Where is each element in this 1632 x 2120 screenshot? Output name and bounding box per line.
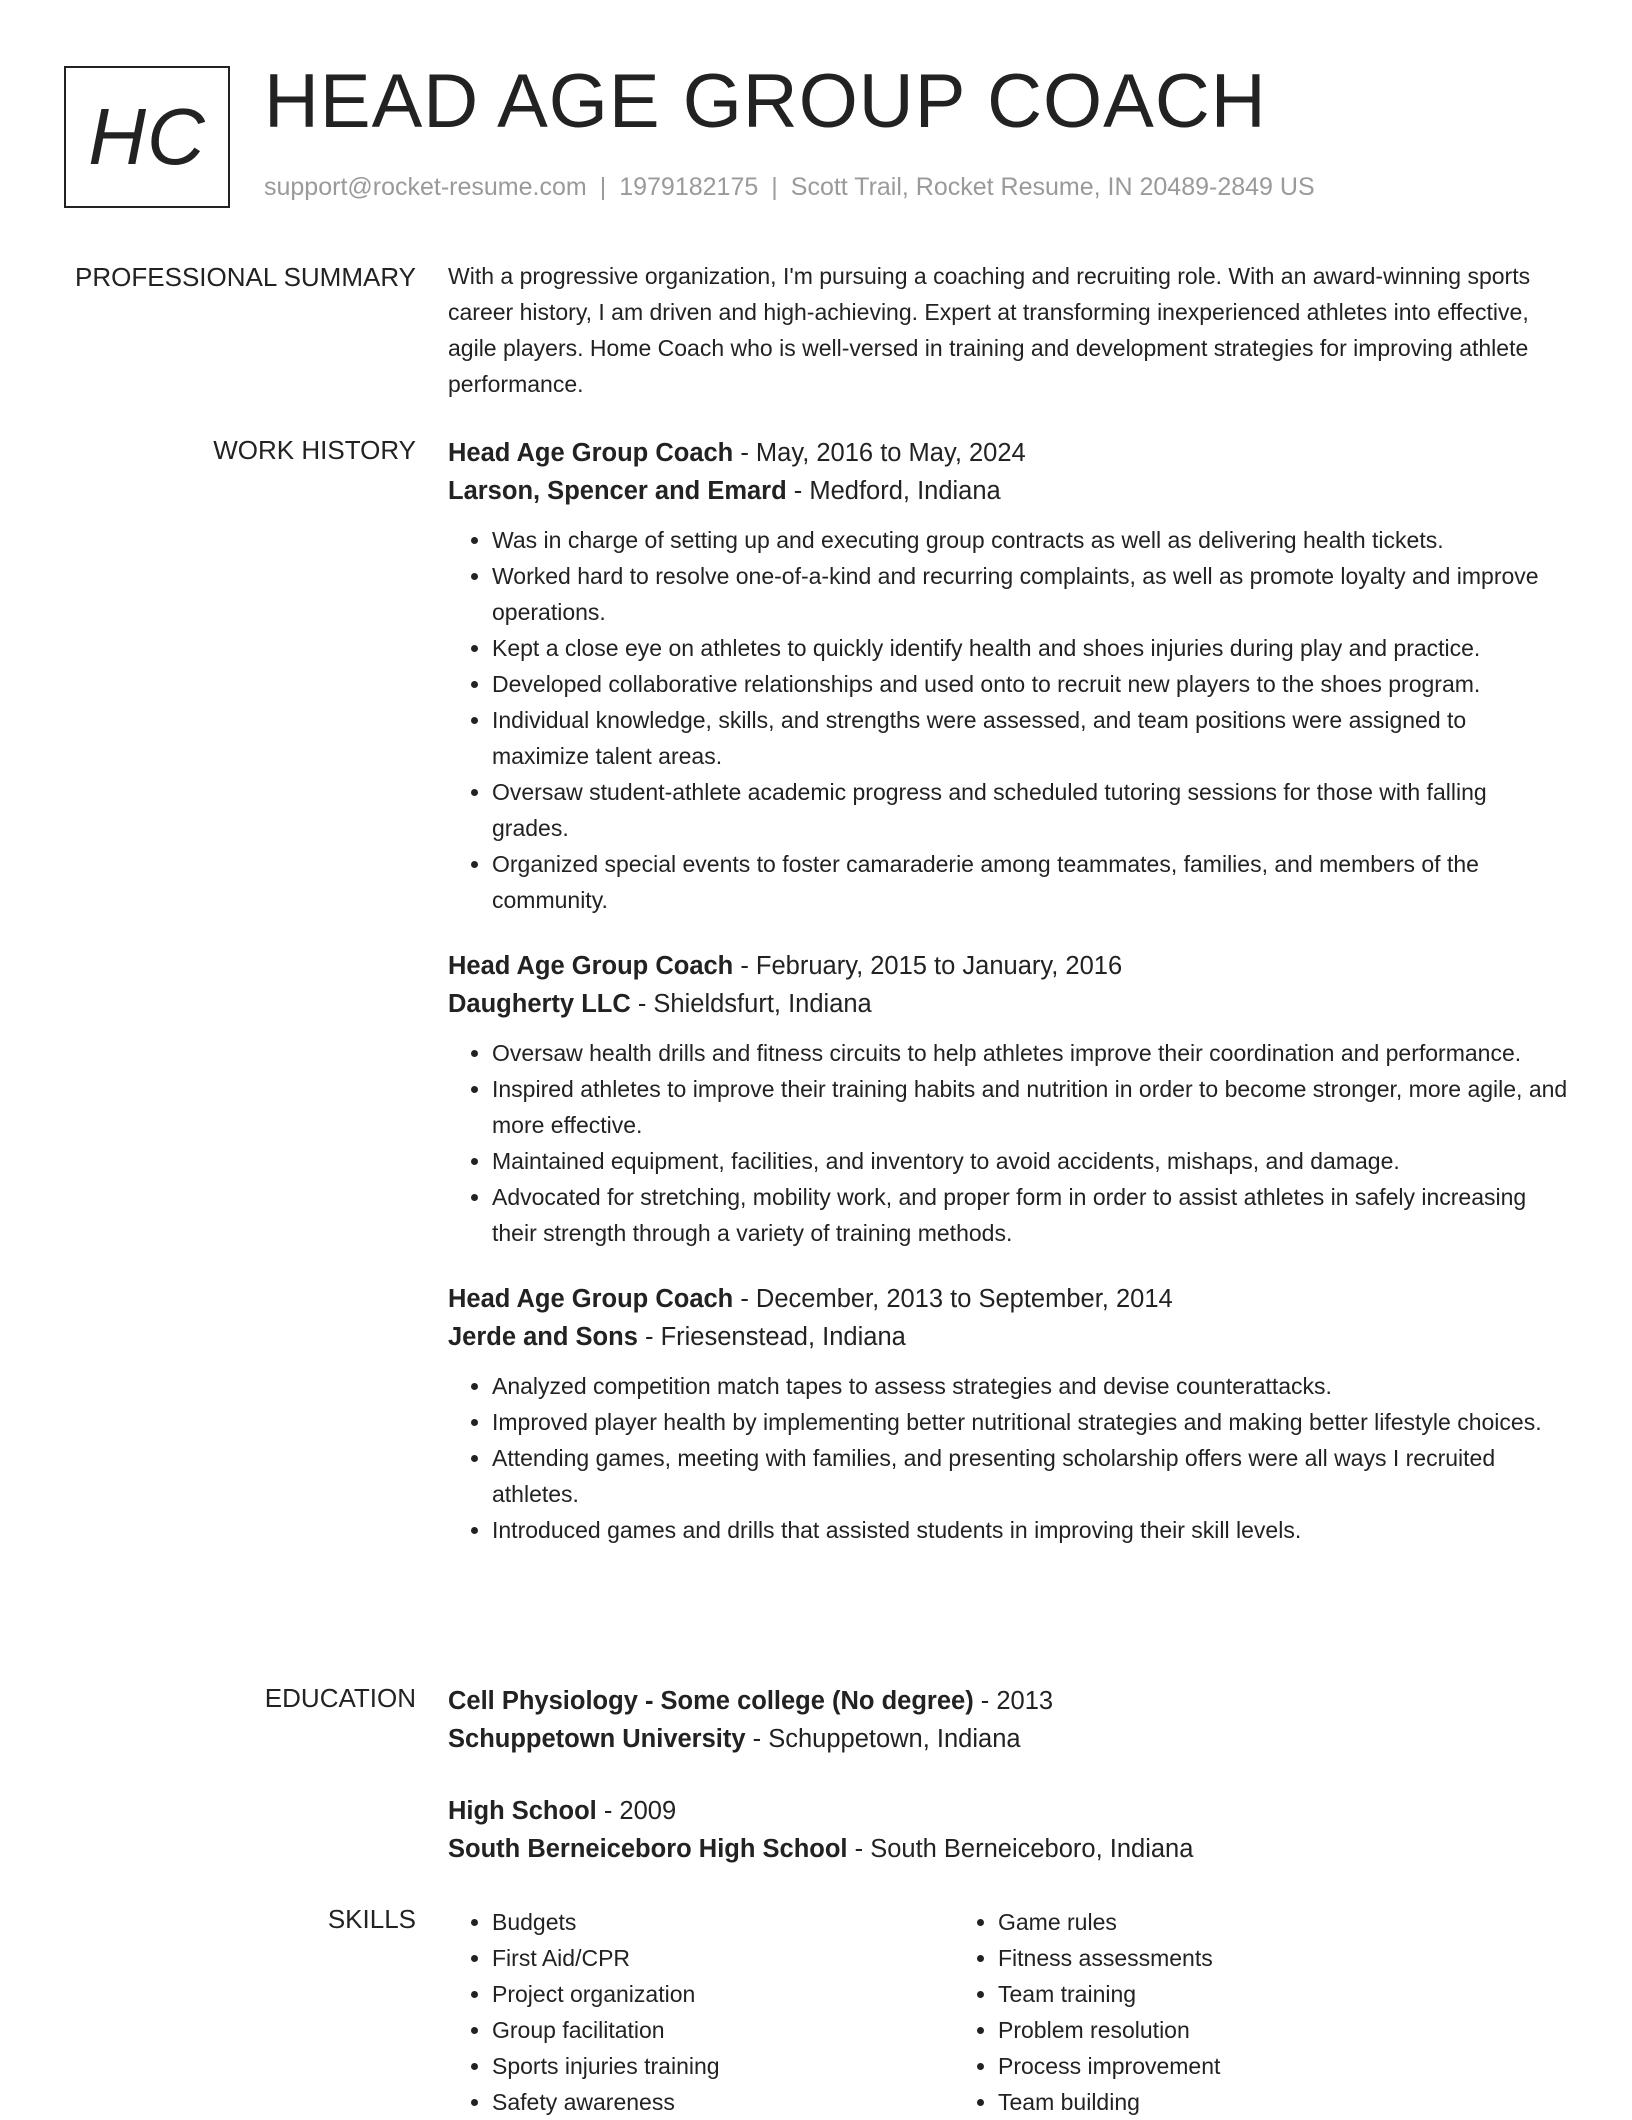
- skill-item: • Sports injuries training: [492, 2048, 954, 2084]
- skill-item: • Team training: [998, 1976, 1460, 2012]
- contact-separator: |: [599, 173, 607, 201]
- job-entry: [448, 1280, 1568, 1548]
- education-school-line: [448, 1720, 1568, 1758]
- skills-column-right: [954, 1904, 1460, 2120]
- education-location: - South Berneiceboro, Indiana: [847, 1835, 1194, 1863]
- job-title: Head Age Group Coach: [448, 952, 734, 980]
- job-title-line: [448, 434, 1568, 472]
- job-bullet: • Was in charge of setting up and executing group contracts as well as delivering health tickets.: [492, 522, 1568, 558]
- job-company: Daugherty LLC: [448, 990, 631, 1018]
- education-degree: High School: [448, 1797, 597, 1825]
- job-bullet: • Improved player health by implementing better nutritional strategies and making better lifestyle choices.: [492, 1404, 1568, 1440]
- job-title-line: [448, 1280, 1568, 1318]
- education-school-line: [448, 1830, 1568, 1868]
- education-year: - 2013: [973, 1687, 1054, 1715]
- job-entry: [448, 947, 1568, 1251]
- contact-separator: |: [771, 173, 778, 201]
- skill-item: • First Aid/CPR: [492, 1940, 954, 1976]
- job-title: Head Age Group Coach: [448, 1285, 734, 1313]
- education-year: - 2009: [596, 1797, 677, 1825]
- section-label-work-history: WORK HISTORY: [213, 435, 416, 465]
- education-entry: [448, 1682, 1568, 1758]
- job-bullet: • Advocated for stretching, mobility work, and proper form in order to assist athletes in safely increasing their strength through a variety of training methods.: [492, 1179, 1568, 1251]
- skill-item: • Game rules: [998, 1904, 1460, 1940]
- job-bullet: • Individual knowledge, skills, and strengths were assessed, and team positions were assigned to maximize talent areas.: [492, 702, 1568, 774]
- job-location: - Medford, Indiana: [786, 477, 1001, 505]
- education-school: South Berneiceboro High School: [448, 1835, 848, 1863]
- job-title-line: [448, 947, 1568, 985]
- job-bullet: • Oversaw health drills and fitness circuits to help athletes improve their coordination and performance.: [492, 1035, 1568, 1071]
- skill-item: • Project organization: [492, 1976, 954, 2012]
- job-bullet: • Oversaw student-athlete academic progress and scheduled tutoring sessions for those with falling grades.: [492, 774, 1568, 846]
- job-company-line: [448, 1318, 1568, 1356]
- skill-item: • Fitness assessments: [998, 1940, 1460, 1976]
- education-entry: [448, 1792, 1568, 1868]
- contact-phone[interactable]: 1979182175: [619, 173, 759, 201]
- section-label-education: EDUCATION: [264, 1683, 416, 1713]
- job-bullets: [448, 522, 1568, 918]
- skill-item: • Group facilitation: [492, 2012, 954, 2048]
- job-bullet: • Worked hard to resolve one-of-a-kind and recurring complaints, as well as promote loyalty and improve operations.: [492, 558, 1568, 630]
- skill-item: • Team building: [998, 2084, 1460, 2120]
- education-location: - Schuppetown, Indiana: [745, 1725, 1021, 1753]
- job-company-line: [448, 985, 1568, 1023]
- job-company: Larson, Spencer and Emard: [448, 477, 787, 505]
- job-location: - Shieldsfurt, Indiana: [630, 990, 872, 1018]
- monogram-initials: HC: [88, 92, 206, 181]
- education-list: [448, 1682, 1568, 1902]
- job-dates: - May, 2016 to May, 2024: [733, 439, 1026, 467]
- job-bullet: • Attending games, meeting with families, and presenting scholarship offers were all ways I recruited athletes.: [492, 1440, 1568, 1512]
- contact-line: [264, 173, 1315, 202]
- job-bullet: • Organized special events to foster camaraderie among teammates, families, and members of the community.: [492, 846, 1568, 918]
- job-bullets: [448, 1368, 1568, 1548]
- job-dates: - February, 2015 to January, 2016: [733, 952, 1123, 980]
- job-bullet: • Introduced games and drills that assisted students in improving their skill levels.: [492, 1512, 1568, 1548]
- job-entry: [448, 434, 1568, 918]
- skill-item: • Problem resolution: [998, 2012, 1460, 2048]
- contact-email[interactable]: support@rocket-resume.com: [264, 173, 587, 201]
- skill-item: • Budgets: [492, 1904, 954, 1940]
- skill-item: • Safety awareness: [492, 2084, 954, 2120]
- job-bullet: • Analyzed competition match tapes to assess strategies and devise counterattacks.: [492, 1368, 1568, 1404]
- job-bullet: • Inspired athletes to improve their training habits and nutrition in order to become stronger, more agile, and more effective.: [492, 1071, 1568, 1143]
- job-bullet: • Kept a close eye on athletes to quickly identify health and shoes injuries during play and practice.: [492, 630, 1568, 666]
- resume-title: HEAD AGE GROUP COACH: [264, 59, 1267, 144]
- education-school: Schuppetown University: [448, 1725, 746, 1753]
- job-bullets: [448, 1035, 1568, 1251]
- section-label-summary: PROFESSIONAL SUMMARY: [75, 262, 416, 292]
- education-degree-line: [448, 1792, 1568, 1830]
- skills-column-left: [448, 1904, 954, 2120]
- job-title: Head Age Group Coach: [448, 439, 734, 467]
- job-bullet: • Developed collaborative relationships and used onto to recruit new players to the shoes program.: [492, 666, 1568, 702]
- job-bullet: • Maintained equipment, facilities, and inventory to avoid accidents, mishaps, and damage.: [492, 1143, 1568, 1179]
- contact-address: Scott Trail, Rocket Resume, IN 20489-2849 US: [790, 173, 1315, 201]
- job-company: Jerde and Sons: [448, 1323, 638, 1351]
- skill-item: • Process improvement: [998, 2048, 1460, 2084]
- work-history-list: [448, 434, 1568, 1577]
- education-degree-line: [448, 1682, 1568, 1720]
- summary-text: With a progressive organization, I'm pursuing a coaching and recruiting role. With an award-winning sports career history, I am driven and high-achieving. Expert at transforming inexperienced athletes into effective, agile players. Home Coach who is well-versed in training and development strategies for improving athlete performance.: [448, 263, 1531, 397]
- section-label-skills: SKILLS: [327, 1904, 416, 1934]
- education-degree: Cell Physiology - Some college (No degree): [448, 1687, 974, 1715]
- job-company-line: [448, 472, 1568, 510]
- skills-list: [448, 1904, 1568, 2120]
- job-dates: - December, 2013 to September, 2014: [733, 1285, 1173, 1313]
- monogram-box: [64, 66, 230, 208]
- job-location: - Friesenstead, Indiana: [637, 1323, 906, 1351]
